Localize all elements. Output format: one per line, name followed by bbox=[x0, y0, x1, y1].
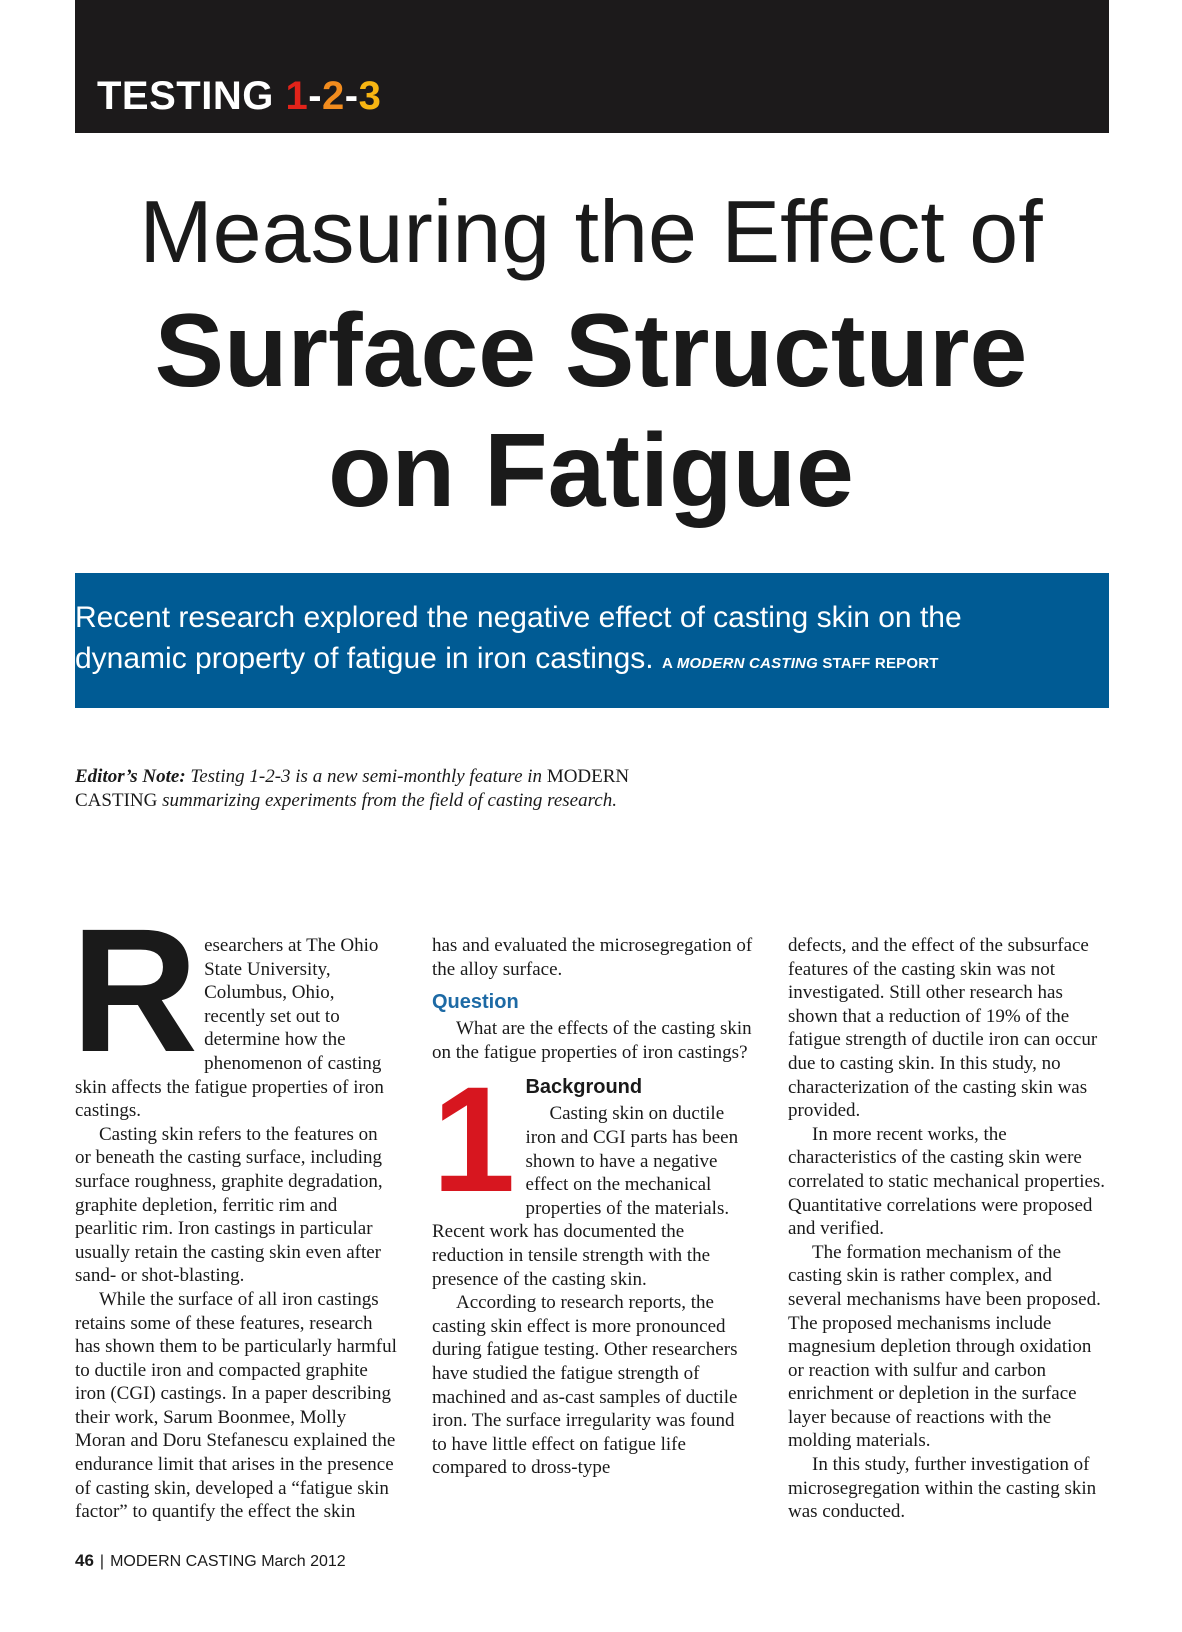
section-number-cap: 1 bbox=[432, 1055, 516, 1224]
section-dash: - bbox=[344, 74, 359, 118]
paragraph: While the surface of all iron castings retains some of these features, research has shown them to be particularly harmful to ductile iron and compacted graphite iron (CGI) castings. In a paper describing their work, Sarum Boonmee, Molly Moran and Doru Stefanescu explained the endurance limit that arises in the presence of casting skin, developed a “fatigue skin factor” to quantify the effect the skin bbox=[75, 1288, 397, 1523]
headline-line-1: Measuring the Effect of bbox=[139, 182, 1043, 281]
headline-line-3: on Fatigue bbox=[328, 413, 854, 529]
editors-note-label: Editor’s Note: bbox=[75, 766, 186, 787]
paragraph: According to research reports, the casting skin effect is more pronounced during fatigue testing. Other researchers have studied the fatigue strength of machined and as-cast samples of ductile iron. The surface irregularity was found to have little effect on fatigue life compared to dross-type bbox=[432, 1292, 738, 1479]
background-heading: Background bbox=[525, 1076, 643, 1099]
deck-credit: A MODERN CASTING STAFF REPORT bbox=[661, 655, 939, 672]
article-column-2 bbox=[432, 934, 754, 1480]
footer-magazine: MODERN CASTING bbox=[110, 1553, 257, 1570]
page-number: 46 bbox=[75, 1551, 94, 1570]
section-number-1: 1 bbox=[285, 74, 309, 118]
section-number-2: 2 bbox=[322, 74, 345, 118]
section-label bbox=[97, 72, 381, 120]
editors-note: Editor’s Note: Testing 1-2-3 is a new semi-monthly feature in MODERN CASTING summarizing experiments from the field of casting research. bbox=[75, 766, 630, 811]
paragraph: Casting skin refers to the features on or beneath the casting surface, including surface roughness, graphite degradation, graphite depletion, ferritic rim and pearlitic rim. Iron castings in particular usually retain the casting skin even after sand- or shot-blasting. bbox=[75, 1123, 383, 1287]
section-word: TESTING bbox=[97, 74, 286, 118]
paragraph: defects, and the effect of the subsurface features of the casting skin was not investigated. Still other research has shown that a reduction of 19% of the fatigue strength of ductile iron can occur due to casting skin. In this study, no characterization of the casting skin was provided. bbox=[788, 935, 1098, 1122]
deck-box bbox=[75, 573, 1109, 708]
question-heading: Question bbox=[432, 991, 519, 1014]
footer-separator: | bbox=[99, 1553, 105, 1570]
deck-text bbox=[75, 597, 1035, 684]
paragraph: The formation mechanism of the casting skin is rather complex, and several mechanisms have been proposed. The proposed mechanisms include magnesium depletion through oxidation or reaction with sulfur and carbon enrichment or depletion in the surface layer because of reactions with the molding materials. bbox=[788, 1241, 1101, 1452]
drop-cap: R bbox=[71, 893, 199, 1089]
page-footer bbox=[75, 1551, 346, 1572]
paragraph: esearchers at The Ohio State University, Columbus, Ohio, recently set out to determine how the phenomenon of casting skin affects the fatigue properties of iron castings. bbox=[75, 935, 384, 1122]
section-dash: - bbox=[308, 74, 323, 118]
article-column-3 bbox=[788, 934, 1110, 1524]
footer-date: March 2012 bbox=[261, 1553, 346, 1570]
section-number-3: 3 bbox=[358, 74, 382, 118]
paragraph: In this study, further investigation of microsegregation within the casting skin was conducted. bbox=[788, 1454, 1097, 1523]
section-banner bbox=[75, 0, 1109, 133]
paragraph: In more recent works, the characteristics of the casting skin were correlated to static mechanical properties. Quantitative correlations were proposed and verified. bbox=[788, 1123, 1106, 1240]
headline-line-2: Surface Structure bbox=[154, 293, 1028, 409]
deck-summary: Recent research explored the negative effect of casting skin on the dynamic property of fatigue in iron castings. bbox=[75, 601, 962, 675]
paragraph: has and evaluated the microsegregation of the alloy surface. bbox=[432, 935, 753, 980]
paragraph: What are the effects of the casting skin on the fatigue properties of iron castings? bbox=[432, 1018, 752, 1063]
paragraph: Casting skin on ductile iron and CGI parts has been shown to have a negative effect on the mechanical properties of the materials. Recent work has documented the reduction in tensile strength with the presence of the casting skin. bbox=[432, 1103, 739, 1290]
article-column-1 bbox=[71, 893, 397, 1524]
